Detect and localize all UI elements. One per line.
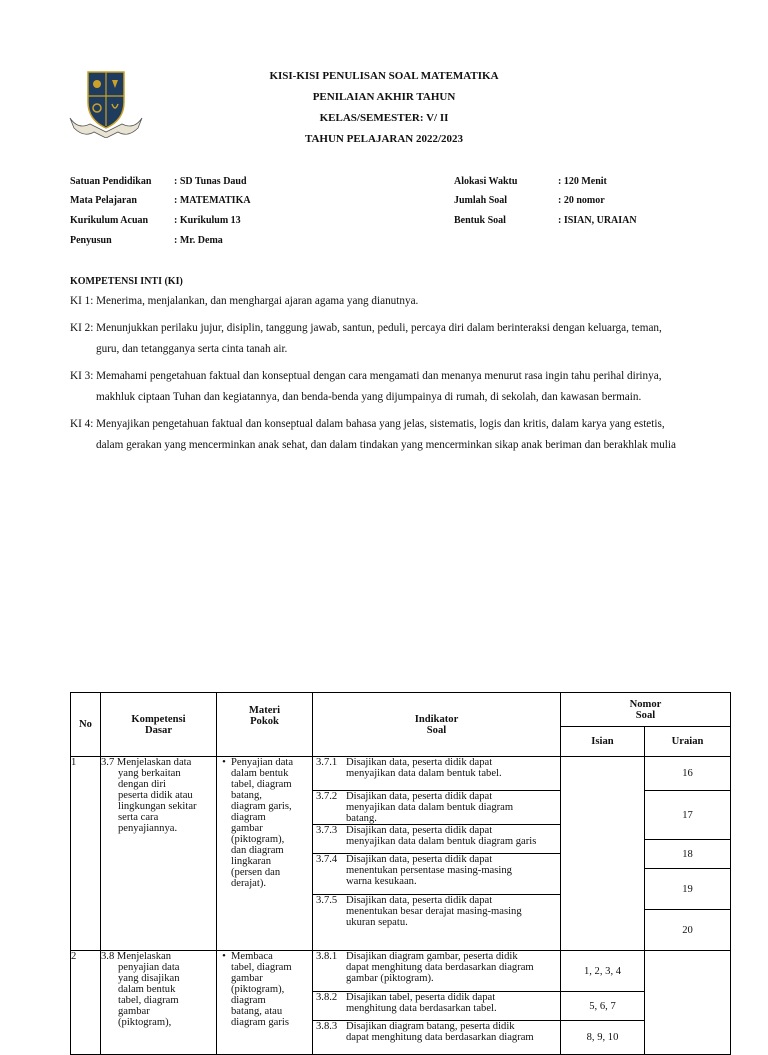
- meta-label: Penyusun: [70, 235, 112, 246]
- question-number: 18: [645, 840, 730, 869]
- ki-item-text: makhluk ciptaan Tuhan dan kegiatannya, dan benda-benda yang dijumpainya di rumah, di sekolah, dan kawasan bermain.: [96, 391, 642, 403]
- materi-pokok-cell: [217, 757, 313, 951]
- meta-label: Kurikulum Acuan: [70, 215, 149, 226]
- indicator-text: batang.: [346, 813, 377, 824]
- materi-text: (piktogram),: [231, 834, 285, 845]
- materi-text: (piktogram),: [231, 984, 285, 995]
- kd-text: dalam bentuk: [118, 984, 176, 995]
- indicator-text: Disajikan data, peserta didik dapat: [346, 825, 493, 836]
- materi-text: dan diagram: [231, 845, 284, 856]
- indicator-item: [313, 992, 560, 1021]
- indicator-item: [313, 895, 560, 935]
- kd-text: Menjelaskan data: [116, 757, 192, 768]
- uraian-cell: [645, 757, 731, 951]
- question-number: 20: [682, 924, 693, 936]
- header-no: No: [71, 693, 101, 757]
- question-number: 16: [645, 757, 730, 791]
- table-row: [71, 757, 731, 951]
- kd-text: Menjelaskan: [116, 951, 172, 962]
- table-row: [71, 951, 731, 1055]
- kd-text: yang berkaitan: [118, 768, 181, 779]
- indicator-text: menghitung data berdasarkan tabel.: [346, 1003, 497, 1014]
- materi-text: Penyajian data: [231, 757, 294, 768]
- indicator-code: 3.7.3: [316, 825, 338, 836]
- header-kompetensi-dasar: Kompetensi Dasar: [101, 693, 217, 757]
- materi-text: batang, atau: [231, 1006, 283, 1017]
- title-line-1: KISI-KISI PENULISAN SOAL MATEMATIKA: [269, 70, 499, 82]
- bullet-icon: •: [222, 757, 226, 768]
- question-number: 5, 6, 7: [561, 992, 644, 1021]
- indicator-text: menentukan besar derajat masing-masing: [346, 906, 522, 917]
- indicator-code: 3.8.3: [316, 1021, 338, 1032]
- kd-text: lingkungan sekitar: [118, 801, 197, 812]
- indicator-code: 3.8.2: [316, 992, 338, 1003]
- ki-item-text: dalam gerakan yang mencerminkan anak sehat, dan dalam tindakan yang mencerminkan sikap anak beriman dan berakhlak mulia: [96, 439, 676, 451]
- kd-text: penyajiannya.: [118, 823, 178, 834]
- meta-label: Jumlah Soal: [454, 195, 508, 206]
- title-line-3: KELAS/SEMESTER: V/ II: [319, 112, 449, 124]
- materi-text: gambar: [231, 973, 263, 984]
- materi-text: Membaca: [231, 951, 273, 962]
- indicator-item: [313, 1021, 560, 1054]
- kd-text: (piktogram),: [118, 1017, 172, 1028]
- kd-text: tabel, diagram: [118, 995, 179, 1006]
- indicator-text: Disajikan tabel, peserta didik dapat: [346, 992, 496, 1003]
- materi-text: derajat).: [231, 878, 266, 889]
- indicator-item: [313, 791, 560, 825]
- indicator-text: dapat menghitung data berdasarkan diagram: [346, 1032, 534, 1043]
- ki-item: [70, 318, 710, 360]
- materi-text: diagram: [231, 995, 266, 1006]
- header-nomor-soal: Nomor Soal: [561, 693, 731, 727]
- indicator-text: menyajikan data dalam bentuk tabel.: [346, 768, 502, 779]
- indicator-text: Disajikan data, peserta didik dapat: [346, 791, 493, 802]
- indicator-text: dapat menghitung data berdasarkan diagram: [346, 962, 534, 973]
- meta-value: : 20 nomor: [558, 195, 605, 206]
- ki-item-text: KI 4: Menyajikan pengetahuan faktual dan konseptual dalam bahasa yang jelas, sistematis, logis dan kritis, dalam karya yang estetis,: [70, 418, 665, 430]
- indicator-item: [313, 825, 560, 854]
- indicator-text: Disajikan data, peserta didik dapat: [346, 854, 493, 865]
- meta-label: Satuan Pendidikan: [70, 176, 152, 187]
- header-materi-pokok: Materi Pokok: [217, 693, 313, 757]
- indicator-code: 3.8.1: [316, 951, 338, 962]
- kompetensi-dasar-cell: [101, 757, 217, 951]
- title-line-4: TAHUN PELAJARAN 2022/2023: [304, 133, 464, 145]
- materi-pokok-cell: [217, 951, 313, 1055]
- question-number: 8, 9, 10: [586, 1032, 619, 1043]
- ki-item: [70, 366, 710, 408]
- indicator-text: gambar (piktogram).: [346, 973, 434, 984]
- title-line-2: PENILAIAN AKHIR TAHUN: [312, 91, 456, 103]
- meta-value: : Kurikulum 13: [174, 215, 241, 226]
- indicator-code: 3.7.4: [316, 854, 338, 865]
- meta-value: : MATEMATIKA: [174, 195, 251, 206]
- indicator-item: [313, 854, 560, 895]
- indicator-item: [313, 951, 560, 992]
- ki-item: [70, 291, 710, 312]
- indicator-text: Disajikan data, peserta didik dapat: [346, 757, 493, 768]
- question-number: 17: [645, 791, 730, 840]
- header-uraian: Uraian: [645, 727, 731, 757]
- meta-value: : Mr. Dema: [174, 235, 223, 246]
- row-number: 1: [71, 757, 101, 951]
- meta-label: Mata Pelajaran: [70, 195, 137, 206]
- kd-code: 3.7: [101, 757, 115, 768]
- indicator-text: Disajikan data, peserta didik dapat: [346, 895, 493, 906]
- ki-item-text: guru, dan tetangganya serta cinta tanah air.: [96, 343, 288, 355]
- indicator-text: menyajikan data dalam bentuk diagram: [346, 802, 514, 813]
- indikator-cell: [313, 757, 561, 951]
- indicator-text: menyajikan data dalam bentuk diagram garis: [346, 836, 537, 847]
- uraian-cell: [645, 951, 731, 1055]
- kd-text: yang disajikan: [118, 973, 180, 984]
- ki-item-text: KI 2: Menunjukkan perilaku jujur, disiplin, tanggung jawab, santun, peduli, percaya diri dalam berinteraksi dengan keluarga, teman,: [70, 322, 662, 334]
- indicator-text: ukuran sepatu.: [346, 917, 408, 928]
- indicator-code: 3.7.2: [316, 791, 338, 802]
- meta-label: Bentuk Soal: [454, 215, 506, 226]
- indicator-code: 3.7.1: [316, 757, 338, 768]
- question-number: 1, 2, 3, 4: [561, 951, 644, 992]
- materi-text: dalam bentuk: [231, 768, 289, 779]
- row-number: 2: [71, 951, 101, 1055]
- kisi-kisi-table: [70, 692, 731, 1055]
- ki-item-text: KI 3: Memahami pengetahuan faktual dan konseptual dengan cara mengamati dan menanya menurut rasa ingin tahu perihal dirinya,: [70, 370, 662, 382]
- materi-text: batang,: [231, 790, 262, 801]
- meta-value: : 120 Menit: [558, 176, 607, 187]
- materi-text: diagram garis: [231, 1017, 289, 1028]
- meta-value: : ISIAN, URAIAN: [558, 215, 637, 226]
- ki-item: [70, 414, 710, 456]
- indicator-text: Disajikan diagram gambar, peserta didik: [346, 951, 518, 962]
- materi-text: tabel, diagram: [231, 962, 292, 973]
- indikator-cell: [313, 951, 561, 1055]
- materi-text: diagram garis,: [231, 801, 292, 812]
- indicator-item: [313, 757, 560, 791]
- materi-text: (persen dan: [231, 867, 281, 878]
- isian-cell: [561, 951, 645, 1055]
- header-indikator-soal: Indikator Soal: [313, 693, 561, 757]
- meta-label: Alokasi Waktu: [454, 176, 518, 187]
- materi-text: tabel, diagram: [231, 779, 292, 790]
- bullet-icon: •: [222, 951, 226, 962]
- kd-code: 3.8: [101, 951, 115, 962]
- meta-value: : SD Tunas Daud: [174, 176, 247, 187]
- kd-text: dengan diri: [118, 779, 166, 790]
- indicator-code: 3.7.5: [316, 895, 338, 906]
- materi-text: lingkaran: [231, 856, 272, 867]
- ki-item-text: KI 1: Menerima, menjalankan, dan menghargai ajaran agama yang dianutnya.: [70, 295, 419, 307]
- header-isian: Isian: [561, 727, 645, 757]
- isian-cell: [561, 757, 645, 951]
- materi-text: gambar: [231, 823, 263, 834]
- kd-text: penyajian data: [118, 962, 180, 973]
- kompetensi-dasar-cell: [101, 951, 217, 1055]
- materi-text: diagram: [231, 812, 266, 823]
- kd-text: gambar: [118, 1006, 150, 1017]
- indicator-text: warna kesukaan.: [346, 876, 417, 887]
- kd-text: peserta didik atau: [118, 790, 193, 801]
- ki-heading: KOMPETENSI INTI (KI): [70, 276, 183, 287]
- question-number: 19: [645, 869, 730, 910]
- kd-text: serta cara: [118, 812, 159, 823]
- indicator-text: menentukan persentase masing-masing: [346, 865, 512, 876]
- indicator-text: Disajikan diagram batang, peserta didik: [346, 1021, 515, 1032]
